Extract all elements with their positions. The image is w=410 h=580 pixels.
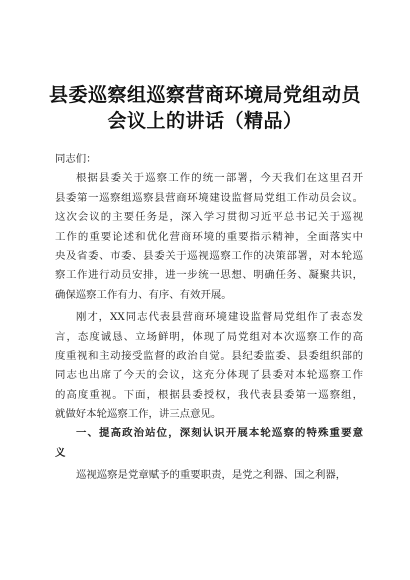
paragraph-line: 根据县委关于巡察工作的统一部署，今天我们在这里召开 [76, 172, 363, 185]
paragraph-line: 的高度重视。下面，根据县委授权，我代表县委第一巡察组， [55, 388, 363, 401]
paragraph-line: 县委第一巡察组巡察县营商环境建设监督局党组工作动员会议。 [55, 191, 363, 204]
paragraph-line: 言，态度诚恳、立场鲜明，体现了局党组对本次巡察工作的高 [55, 330, 363, 343]
paragraph-line: 巡视巡察是党章赋予的重要职责，是党之利器、国之利器， [76, 469, 347, 482]
paragraph-line: 这次会议的主要任务是，深入学习贯彻习近平总书记关于巡视 [55, 211, 363, 224]
heading-line: 义 [55, 446, 66, 459]
heading-line: 一、提高政治站位，深刻认识开展本轮巡察的特殊重要意 [76, 427, 363, 440]
paragraph-line: 度重视和主动接受监督的政治自觉。县纪委监委、县委组织部的 [55, 349, 363, 362]
paragraph-line: 刚才，XX同志代表县营商环境建设监督局党组作了表态发 [76, 311, 363, 324]
paragraph-line: 就做好本轮巡察工作，讲三点意见。 [55, 408, 222, 421]
paragraph-line: 察工作进行动员安排，进一步统一思想、明确任务、凝聚共识， [55, 269, 363, 282]
section-heading-1 [55, 424, 363, 463]
paragraph-2 [55, 308, 363, 424]
paragraph-line: 央及省委、市委、县委关于巡视巡察工作的决策部署，对本轮巡 [55, 249, 363, 262]
title-line-2: 会议上的讲话（精品） [107, 110, 303, 132]
paragraph-line: 确保巡察工作有力、有序、有效开展。 [55, 288, 232, 301]
paragraph-1 [55, 169, 363, 305]
salutation: 同志们： [55, 153, 97, 165]
paragraph-line: 同志也出席了今天的会议，这充分体现了县委对本轮巡察工作 [55, 369, 363, 382]
document-title [40, 82, 370, 134]
title-line-1: 县委巡察组巡察营商环境局党组动员 [48, 84, 361, 106]
paragraph-3 [55, 466, 363, 485]
document-body [55, 150, 363, 486]
paragraph-line: 工作的重要论述和优化营商环境的重要指示精神，全面落实中 [55, 230, 363, 243]
